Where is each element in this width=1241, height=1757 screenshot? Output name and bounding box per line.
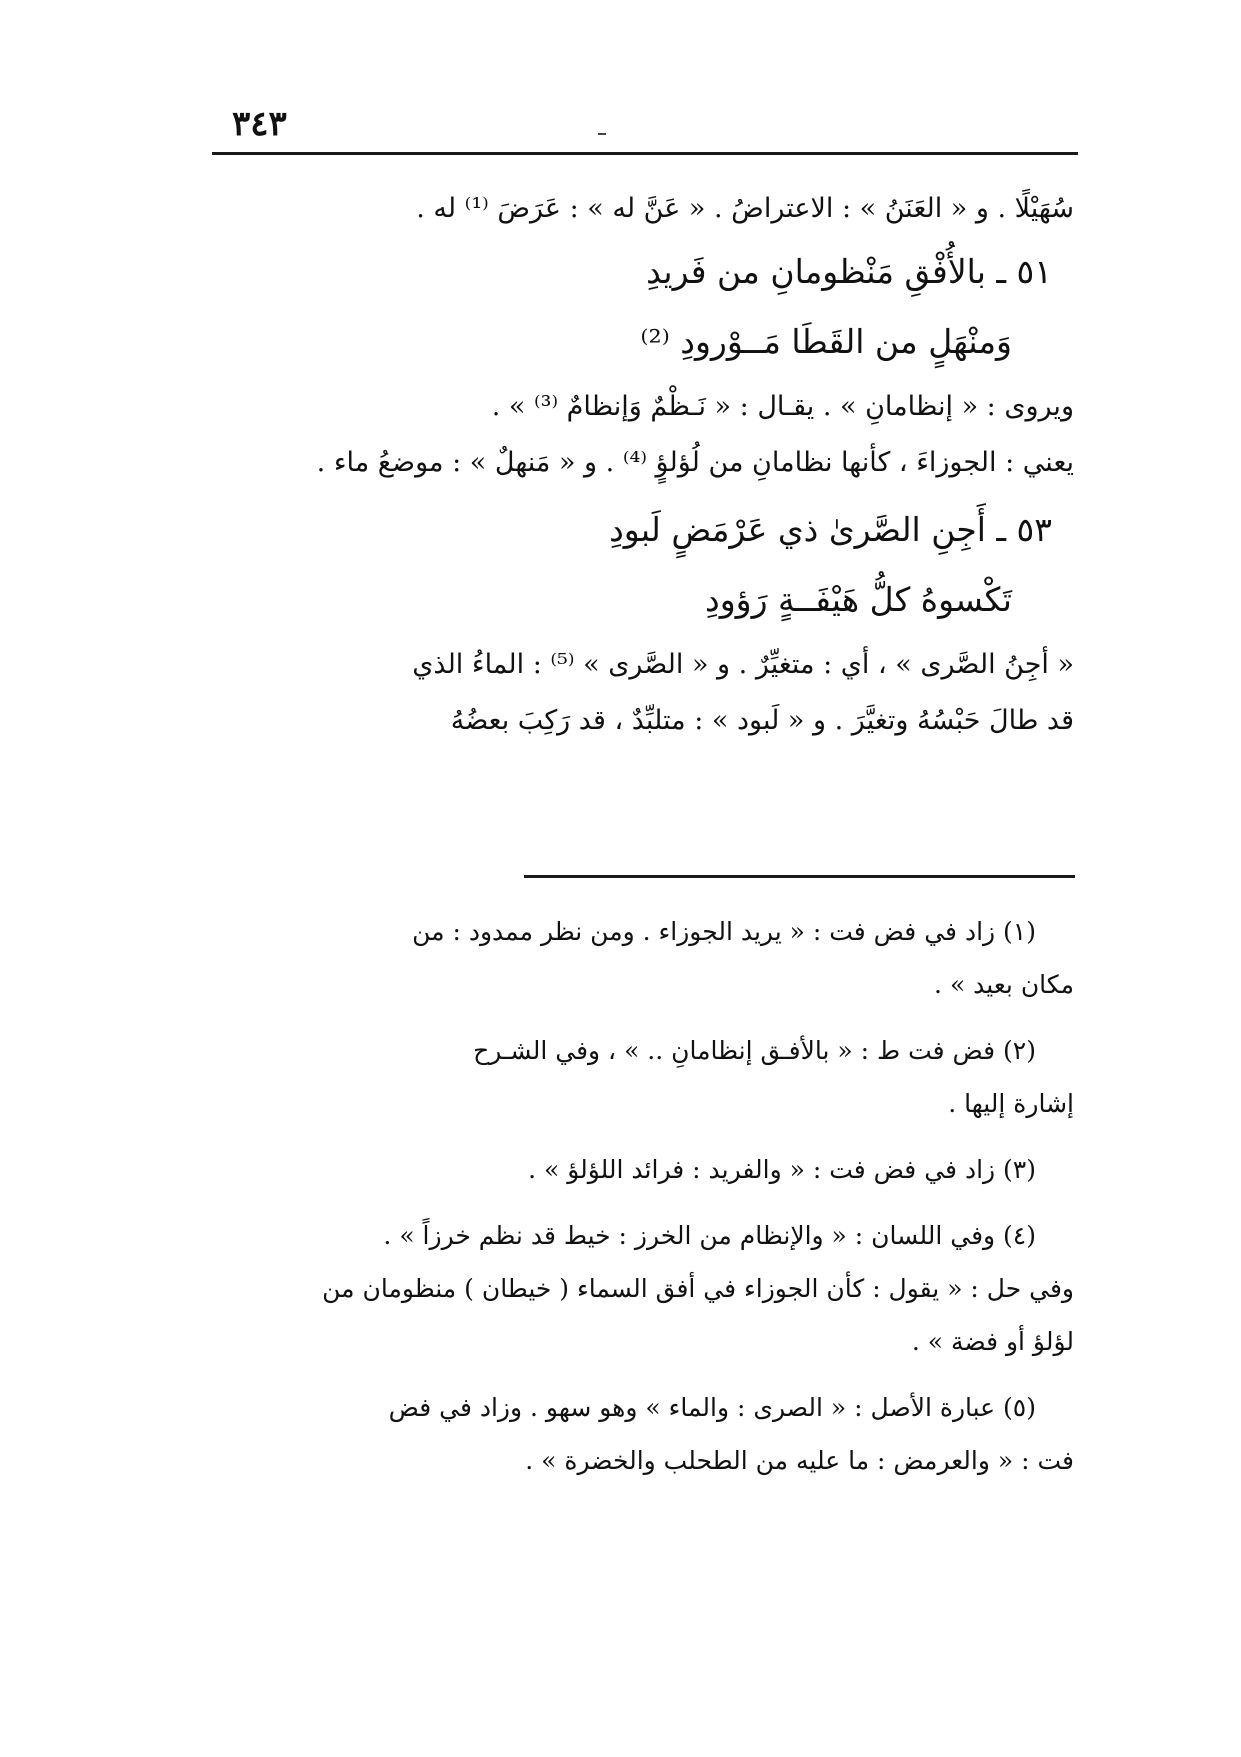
body-line: قد طالَ حَبْسُهُ وتغيَّرَ . و « لَبود » : متلبِّدٌ ، قد رَكِبَ بعضُهُ xyxy=(450,705,1074,736)
footnote-separator xyxy=(524,875,1075,878)
footnote-5: (٥) عبارة الأصل : « الصرى : والماء » وهو سهو . وزاد في فض xyxy=(388,1393,1036,1422)
footnote-1-continuation: مكان بعيد » . xyxy=(934,970,1074,999)
verse-51-first-hemistich: ٥١ ـ بالأُفْقِ مَنْظومانِ من فَريدِ xyxy=(646,252,1052,291)
main-text xyxy=(212,185,1074,745)
verse-51-second-hemistich: وَمنْهَلٍ من القَطَا مَــوْرودِ ⁽²⁾ xyxy=(640,322,1012,361)
verse-53-second-hemistich: تَكْسوهُ كلُّ هَيْفَــةٍ رَؤودِ xyxy=(705,580,1012,619)
body-line: يعني : الجوزاءَ ، كأنها نظامانِ من لُؤلؤٍ ⁽⁴⁾ . و « مَنهلٌ » : موضعُ ماء . xyxy=(316,447,1074,478)
footnote-5-continuation: فت : « والعرمض : ما عليه من الطحلب والخضرة » . xyxy=(525,1446,1074,1475)
footnote-2-continuation: إشارة إليها . xyxy=(948,1089,1074,1118)
header-rule xyxy=(212,152,1078,155)
page-number: ٣٤٣ xyxy=(232,104,287,144)
footnote-1: (١) زاد في فض فت : « يريد الجوزاء . ومن نظر ممدود : من xyxy=(412,917,1036,946)
footnotes xyxy=(212,905,1074,1500)
header-mark xyxy=(598,133,606,135)
body-line: ويروى : « إنظامانِ » . يقـال : « نَـظْمٌ وَإنظامٌ ⁽³⁾ » . xyxy=(491,391,1074,422)
body-line: سُهَيْلًا . و « العَنَنُ » : الاعتراضُ . « عَنَّ له » : عَرَضَ ⁽¹⁾ له . xyxy=(416,193,1074,224)
body-line: « أجِنُ الصَّرى » ، أي : متغيِّرٌ . و « الصَّرى » ⁽⁵⁾ : الماءُ الذي xyxy=(412,649,1074,680)
footnote-3: (٣) زاد في فض فت : « والفريد : فرائد اللؤلؤ » . xyxy=(528,1155,1036,1184)
verse-53-first-hemistich: ٥٣ ـ أَجِنِ الصَّرىٰ ذي عَرْمَضٍ لَبودِ xyxy=(609,510,1052,549)
footnote-4: (٤) وفي اللسان : « والإنظام من الخرز : خيط قد نظم خرزاً » . xyxy=(383,1221,1036,1250)
footnote-4-continuation: وفي حل : « يقول : كأن الجوزاء في أفق السماء ( خيطان ) منظومان من xyxy=(322,1274,1074,1303)
footnote-2: (٢) فض فت ط : « بالأفـق إنظامانِ .. » ، وفي الشـرح xyxy=(473,1036,1036,1065)
footnote-4-continuation: لؤلؤ أو فضة » . xyxy=(911,1327,1074,1356)
